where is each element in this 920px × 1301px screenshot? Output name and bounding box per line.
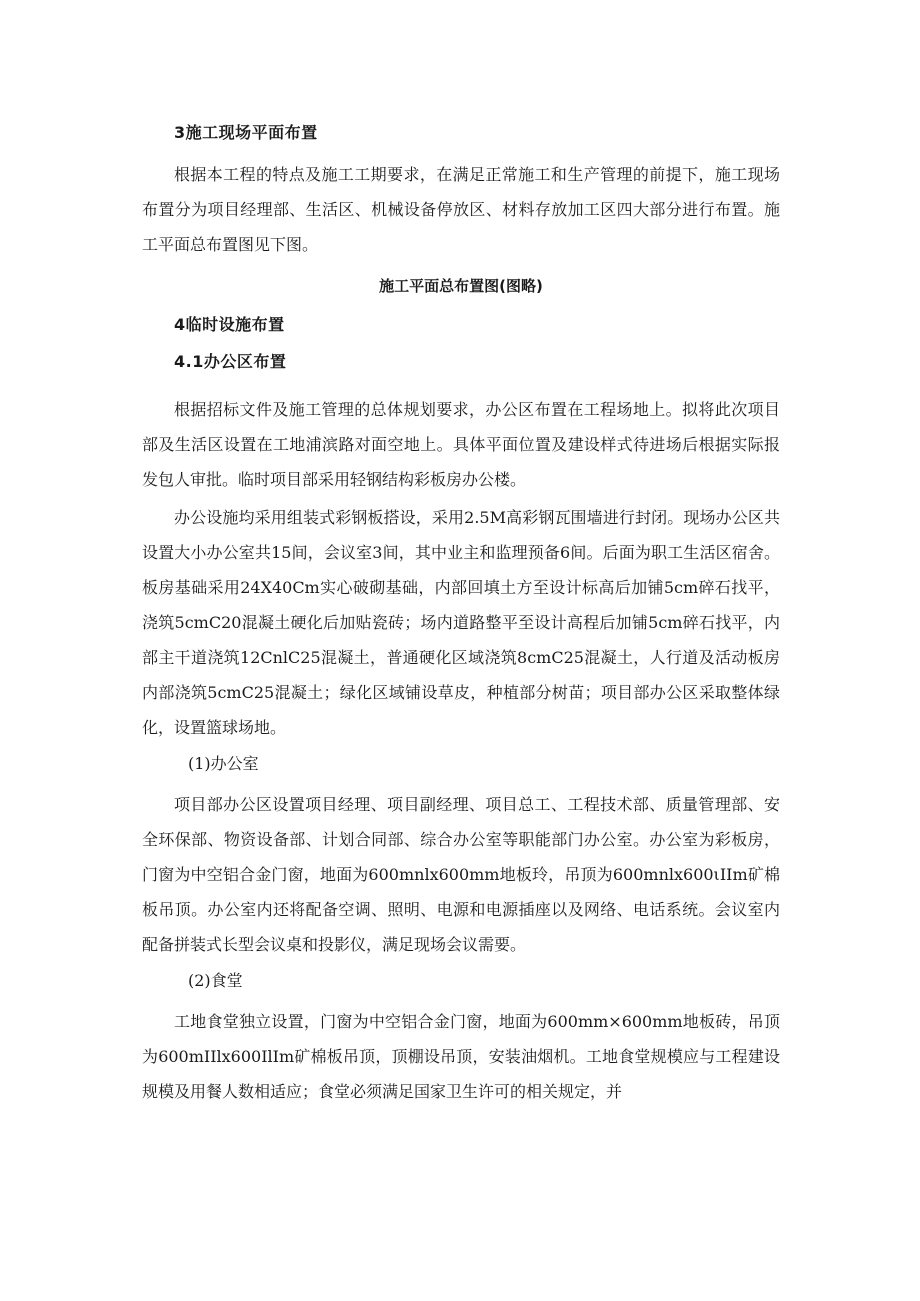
- office-area-paragraph-1: 根据招标文件及施工管理的总体规划要求，办公区布置在工程场地上。拟将此次项目部及生活区设置在工地浦滨路对面空地上。具体平面位置及建设样式待进场后根据实际报发包人审批。临时项目部采用轻钢结构彩板房办公楼。: [142, 400, 780, 489]
- office-subheading: (1)办公室: [188, 754, 259, 773]
- figure-caption: 施工平面总布置图(图略): [379, 277, 543, 295]
- office-area-paragraph-2: 办公设施均采用组装式彩钢板搭设，采用2.5M高彩钢瓦围墙进行封闭。现场办公区共设置大小办公室共15间，会议室3间，其中业主和监理预备6间。后面为职工生活区宿舍。板房基础采用24X40Cm实心破砌基础，内部回填土方至设计标高后加铺5cm碎石找平，浇筑5cmC20混凝土硬化后加贴瓷砖；场内道路整平至设计高程后加铺5cm碎石找平，内部主干道浇筑12CnlC25混凝土，普通硬化区域浇筑8cmC25混凝土，人行道及活动板房内部浇筑5cmC25混凝土；绿化区域铺设草皮，种植部分树苗；项目部办公区采取整体绿化，设置篮球场地。: [142, 508, 780, 737]
- section-4-heading: 4临时设施布置: [174, 315, 285, 334]
- document-body: [142, 112, 780, 1109]
- office-paragraph: 项目部办公区设置项目经理、项目副经理、项目总工、工程技术部、质量管理部、安全环保部、物资设备部、计划合同部、综合办公室等职能部门办公室。办公室为彩板房，门窗为中空铝合金门窗，地面为600mnlx600mm地板玲，吊顶为600mnlx600ιIIm矿棉板吊顶。办公室内还将配备空调、照明、电源和电源插座以及网络、电话系统。会议室内配备拼装式长型会议桌和投影仪，满足现场会议需要。: [142, 795, 780, 954]
- section-3-paragraph: 根据本工程的特点及施工工期要求，在满足正常施工和生产管理的前提下，施工现场布置分为项目经理部、生活区、机械设备停放区、材料存放加工区四大部分进行布置。施工平面总布置图见下图。: [142, 165, 780, 254]
- canteen-paragraph: 工地食堂独立设置，门窗为中空铝合金门窗，地面为600mm×600mm地板砖，吊顶为600mIIlx600IlIm矿棉板吊顶，顶棚设吊顶，安装油烟机。工地食堂规模应与工程建设规模及用餐人数相适应；食堂必须满足国家卫生许可的相关规定，并: [142, 1012, 780, 1101]
- section-3-heading: 3施工现场平面布置: [174, 123, 318, 142]
- section-4-1-heading: 4.1办公区布置: [174, 352, 287, 371]
- canteen-subheading: (2)食堂: [188, 971, 243, 990]
